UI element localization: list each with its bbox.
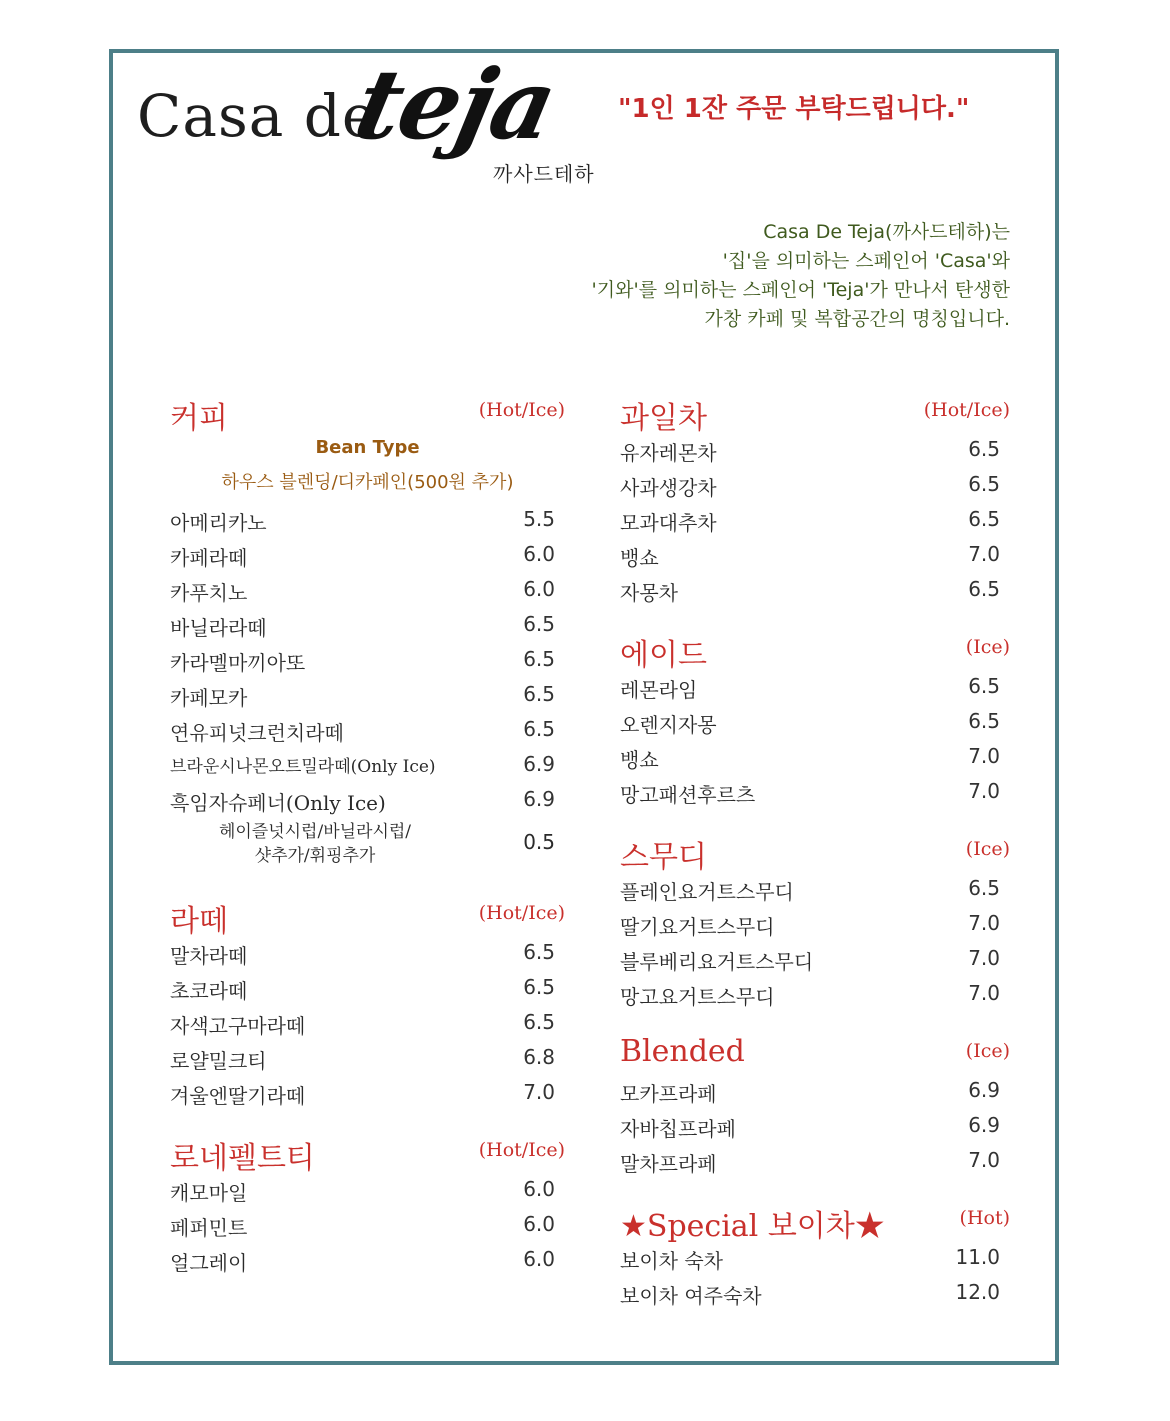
item-price: 6.5 [523,647,555,671]
category-special-header [620,1201,1010,1244]
category-title: 스무디 [620,840,707,875]
menu-item [170,748,565,783]
item-name: 초코라떼 [170,979,248,1003]
item-price: 6.5 [523,1010,555,1034]
item-name: 캐모마일 [170,1181,248,1205]
menu-item [620,1109,1010,1144]
item-name: 카페모카 [170,686,248,710]
category-title: ★Special 보이차★ [620,1209,885,1244]
menu-item [170,1243,565,1278]
item-price: 5.5 [523,507,555,531]
menu-item [620,907,1010,942]
menu-item [620,977,1010,1012]
item-name: 망고요거트스무디 [620,985,775,1009]
item-name: 보이차 여주숙차 [620,1284,762,1308]
menu-item [620,573,1010,608]
item-price: 6.9 [523,787,555,811]
menu-item [170,1041,565,1076]
menu-item [620,872,1010,907]
item-price: 6.9 [968,1078,1000,1102]
category-temp-tag: (Hot/Ice) [478,1139,565,1161]
menu-item [170,643,565,678]
menu-item [170,678,565,713]
logo-casa-text: Casa de [137,82,378,150]
item-name: 얼그레이 [170,1251,248,1275]
item-name: 사과생강차 [620,476,717,500]
item-name: 아메리카노 [170,511,267,535]
item-price: 6.5 [968,507,1000,531]
menu-column-right [620,393,1010,1311]
menu-item [620,1144,1010,1179]
item-name: 브라운시나몬오트밀라떼(Only Ice) [170,757,436,777]
item-name: 말차프라페 [620,1152,717,1176]
category-temp-tag: (Ice) [965,838,1010,860]
category-title: 로네펠트티 [170,1141,315,1176]
item-price: 6.5 [523,717,555,741]
menu-item [170,1076,565,1111]
item-price: 7.0 [523,1080,555,1104]
item-price: 6.5 [968,437,1000,461]
category-title: 과일차 [620,401,707,436]
category-smoothie-header [620,832,1010,875]
item-name: 딸기요거트스무디 [620,915,775,939]
logo-teja-text: teja [345,48,565,161]
menu-item [170,503,565,538]
item-price: 7.0 [968,744,1000,768]
item-price: 7.0 [968,981,1000,1005]
item-price: 6.8 [523,1045,555,1069]
item-name: 겨울엔딸기라떼 [170,1084,306,1108]
intro-line: '집'을 의미하는 스페인어 'Casa'와 [722,250,1010,272]
menu-item [620,740,1010,775]
item-price: 7.0 [968,1148,1000,1172]
menu-item [620,1074,1010,1109]
intro-text [592,218,1010,334]
menu-item [620,775,1010,810]
menu-item [170,1006,565,1041]
menu-item [620,942,1010,977]
item-name: 자색고구마라떼 [170,1014,306,1038]
bean-type-title: Bean Type [315,437,420,458]
category-temp-tag: (Hot/Ice) [478,902,565,924]
item-name: 바닐라라떼 [170,616,267,640]
item-price: 7.0 [968,542,1000,566]
category-fruit-tea-header [620,393,1010,436]
item-price: 11.0 [955,1245,1000,1269]
item-name: 망고패션후르츠 [620,783,756,807]
item-name: 카페라떼 [170,546,248,570]
category-temp-tag: (Ice) [965,636,1010,658]
category-blended-header [620,1034,1010,1074]
menu-item [170,573,565,608]
category-coffee-header [170,393,565,436]
extras-name [180,820,450,868]
item-name: 플레인요거트스무디 [620,880,794,904]
item-name: 유자레몬차 [620,441,717,465]
order-notice: "1인 1잔 주문 부탁드립니다." [618,94,970,124]
item-name: 연유피넛크런치라떼 [170,721,344,745]
item-name: 뱅쇼 [620,546,659,570]
category-title: 라떼 [170,904,228,939]
category-ade-header [620,630,1010,673]
menu-item [620,433,1010,468]
item-name: 페퍼민트 [170,1216,248,1240]
item-name: 오렌지자몽 [620,713,717,737]
menu-item [170,1173,565,1208]
menu-item [170,971,565,1006]
item-name: 카푸치노 [170,581,248,605]
item-price: 7.0 [968,911,1000,935]
menu-item [170,783,565,818]
item-price: 6.9 [523,752,555,776]
item-name: 흑임자슈페너(Only Ice) [170,791,386,815]
menu-item [170,1208,565,1243]
item-price: 6.5 [968,472,1000,496]
category-title: 에이드 [620,638,707,673]
item-price: 6.0 [523,1177,555,1201]
intro-line: Casa De Teja(까사드테하)는 [763,221,1010,243]
category-temp-tag: (Hot/Ice) [923,399,1010,421]
item-name: 자몽차 [620,581,678,605]
extras-line: 헤이즐넛시럽/바닐라시럽/ [218,822,412,842]
item-price: 6.5 [968,577,1000,601]
menu-item [620,538,1010,573]
item-name: 레몬라임 [620,678,698,702]
item-price: 6.5 [523,612,555,636]
item-name: 자바칩프라페 [620,1117,736,1141]
menu-item [170,538,565,573]
item-name: 로얄밀크티 [170,1049,267,1073]
item-name: 모카프라페 [620,1082,717,1106]
menu-item [620,503,1010,538]
item-price: 6.5 [523,940,555,964]
menu-item [170,713,565,748]
menu-column-left [170,393,565,1278]
menu-item [620,705,1010,740]
menu-item-extras [170,818,565,874]
logo-korean-subtitle: 까사드테하 [493,162,595,186]
menu-item [170,608,565,643]
category-title: Blended [620,1034,745,1069]
bean-type-desc: 하우스 블렌딩/디카페인(500원 추가) [221,472,514,493]
item-price: 7.0 [968,779,1000,803]
intro-line: '기와'를 의미하는 스페인어 'Teja'가 만나서 탄생한 [591,279,1010,301]
item-name: 말차라떼 [170,944,248,968]
item-name: 보이차 숙차 [620,1249,723,1273]
menu-item [620,1241,1010,1276]
item-name: 뱅쇼 [620,748,659,772]
extras-line: 샷추가/휘핑추가 [254,846,376,866]
intro-line: 가창 카페 및 복합공간의 명칭입니다. [704,308,1010,330]
menu-item [620,1276,1010,1311]
category-temp-tag: (Hot) [959,1207,1010,1229]
category-title: 커피 [170,401,228,436]
category-temp-tag: (Hot/Ice) [478,399,565,421]
item-name: 블루베리요거트스무디 [620,950,814,974]
category-temp-tag: (Ice) [965,1040,1010,1062]
item-name: 카라멜마끼아또 [170,651,306,675]
item-price: 6.5 [968,674,1000,698]
item-price: 6.5 [523,682,555,706]
item-name: 모과대추차 [620,511,717,535]
menu-item [620,468,1010,503]
item-price: 6.5 [968,876,1000,900]
category-latte-header [170,896,565,939]
item-price: 6.0 [523,542,555,566]
item-price: 6.0 [523,577,555,601]
item-price: 7.0 [968,946,1000,970]
item-price: 6.5 [523,975,555,999]
item-price: 6.0 [523,1212,555,1236]
item-price: 0.5 [523,830,555,854]
menu-item [620,670,1010,705]
menu-item [170,936,565,971]
item-price: 6.9 [968,1113,1000,1137]
item-price: 12.0 [955,1280,1000,1304]
category-ronnefeldt-header [170,1133,565,1176]
item-price: 6.5 [968,709,1000,733]
item-price: 6.0 [523,1247,555,1271]
